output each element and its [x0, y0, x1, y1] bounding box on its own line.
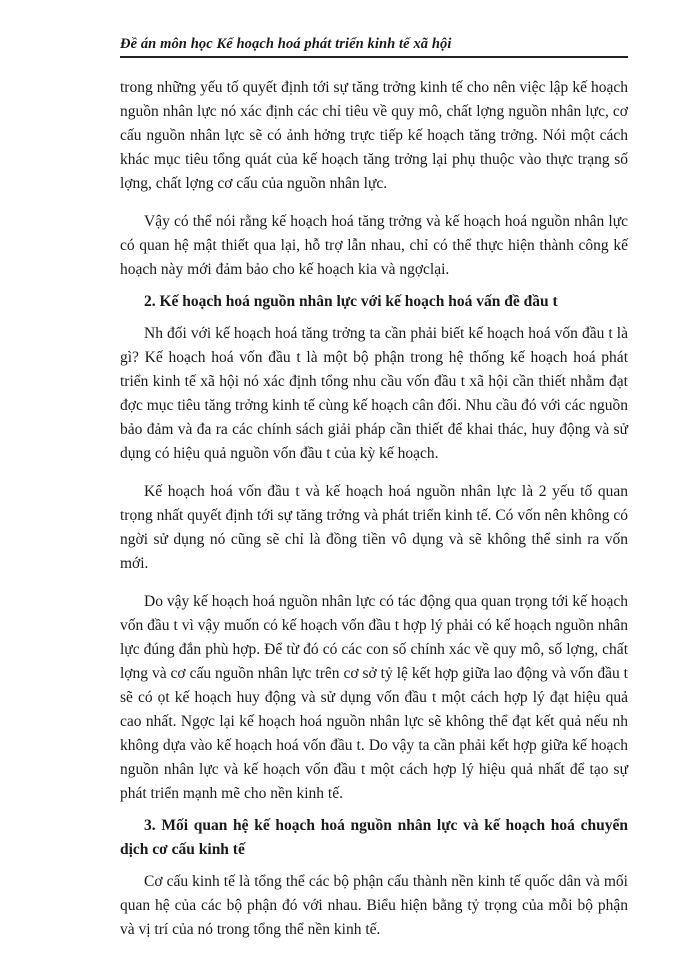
- section-heading-2: 2. Kế hoạch hoá nguồn nhân lực với kế hoạch hoá vấn đề đầu t: [144, 293, 558, 310]
- header-title: Đề án môn học Kế hoạch hoá phát triển kinh tế xã hội: [120, 36, 452, 52]
- page-header: [120, 36, 628, 58]
- paragraph-2: Vậy có thể nói rằng kế hoạch hoá tăng trởng và kế hoạch hoá nguồn nhân lực có quan hệ mật thiết qua lại, hỗ trợ lẫn nhau, chỉ có thể thực hiện thành công kế hoạch này mới đảm bảo cho kế hoạch kia và ngợclại.: [120, 213, 628, 278]
- paragraph-1: trong những yếu tố quyết định tới sự tăng trởng kinh tế cho nên việc lập kế hoạch nguồn nhân lực nó xác định các chỉ tiêu về quy mô, chất lợng nguồn nhân lực, cơ cấu nguồn nhân lực sẽ có ảnh hởng trực tiếp kế hoạch tăng trởng. Nói một cách khác mục tiêu tổng quát của kế hoạch tăng trởng lại phụ thuộc vào thực trạng số lợng, chất lợng cơ cấu của nguồn nhân lực.: [120, 79, 628, 192]
- paragraph-4: Kế hoạch hoá vốn đầu t và kế hoạch hoá nguồn nhân lực là 2 yếu tố quan trọng nhất quyết định tới sự tăng trởng và phát triển kinh tế. Có vốn nên không có ngời sử dụng nó cũng sẽ chỉ là đồng tiền vô dụng và sẽ không thể sinh ra vốn mới.: [120, 483, 628, 572]
- paragraph-6: Cơ cấu kinh tế là tổng thể các bộ phận cấu thành nền kinh tế quốc dân và mối quan hệ của các bộ phận đó với nhau. Biểu hiện bằng tỷ trọng của mỗi bộ phận và vị trí của nó trong tổng thể nền kinh tế.: [120, 873, 628, 938]
- paragraph-3: Nh đối với kế hoạch hoá tăng trởng ta cần phải biết kế hoạch hoá vốn đầu t là gì? Kế hoạch hoá vốn đầu t là một bộ phận trong hệ thống kế hoạch hoá phát triển kinh tế xã hội nó xác định tổng nhu cầu vốn đầu t xã hội cần thiết nhằm đạt đợc mục tiêu tăng trởng kinh tế cùng kế hoạch cân đối. Nhu cầu đó với các nguồn bảo đảm và đa ra các chính sách giải pháp cần thiết để khai thác, huy động và sử dụng có hiệu quả nguồn vốn đầu t của kỳ kế hoạch.: [120, 325, 628, 462]
- section-heading-3: 3. Mối quan hệ kế hoạch hoá nguồn nhân lực và kế hoạch hoá chuyển dịch cơ cấu kinh tế: [120, 817, 628, 858]
- document-body: [120, 76, 628, 942]
- paragraph-5: Do vậy kế hoạch hoá nguồn nhân lực có tác động qua quan trọng tới kế hoạch vốn đầu t vì vậy muốn có kế hoạch vốn đầu t hợp lý phải có kế hoạch nguồn nhân lực đúng đắn phù hợp. Để từ đó có các con số chính xác về quy mô, số lợng, chất lợng và cơ cấu nguồn nhân lực trên cơ sở tỷ lệ kết hợp giữa lao động và vốn đầu t sẽ có ọt kế hoạch huy động và sử dụng vốn đầu t một cách hợp lý đạt hiệu quả cao nhất. Ngợc lại kế hoạch hoá nguồn nhân lực sẽ không thể đạt kết quả nếu nh không dựa vào kế hoạch hoá vốn đầu t. Do vậy ta cần phải kết hợp giữa kế hoạch nguồn nhân lực và kế hoạch vốn đầu t một cách hợp lý hiệu quả nhất để tạo sự phát triển mạnh mẽ cho nền kinh tế.: [120, 593, 628, 802]
